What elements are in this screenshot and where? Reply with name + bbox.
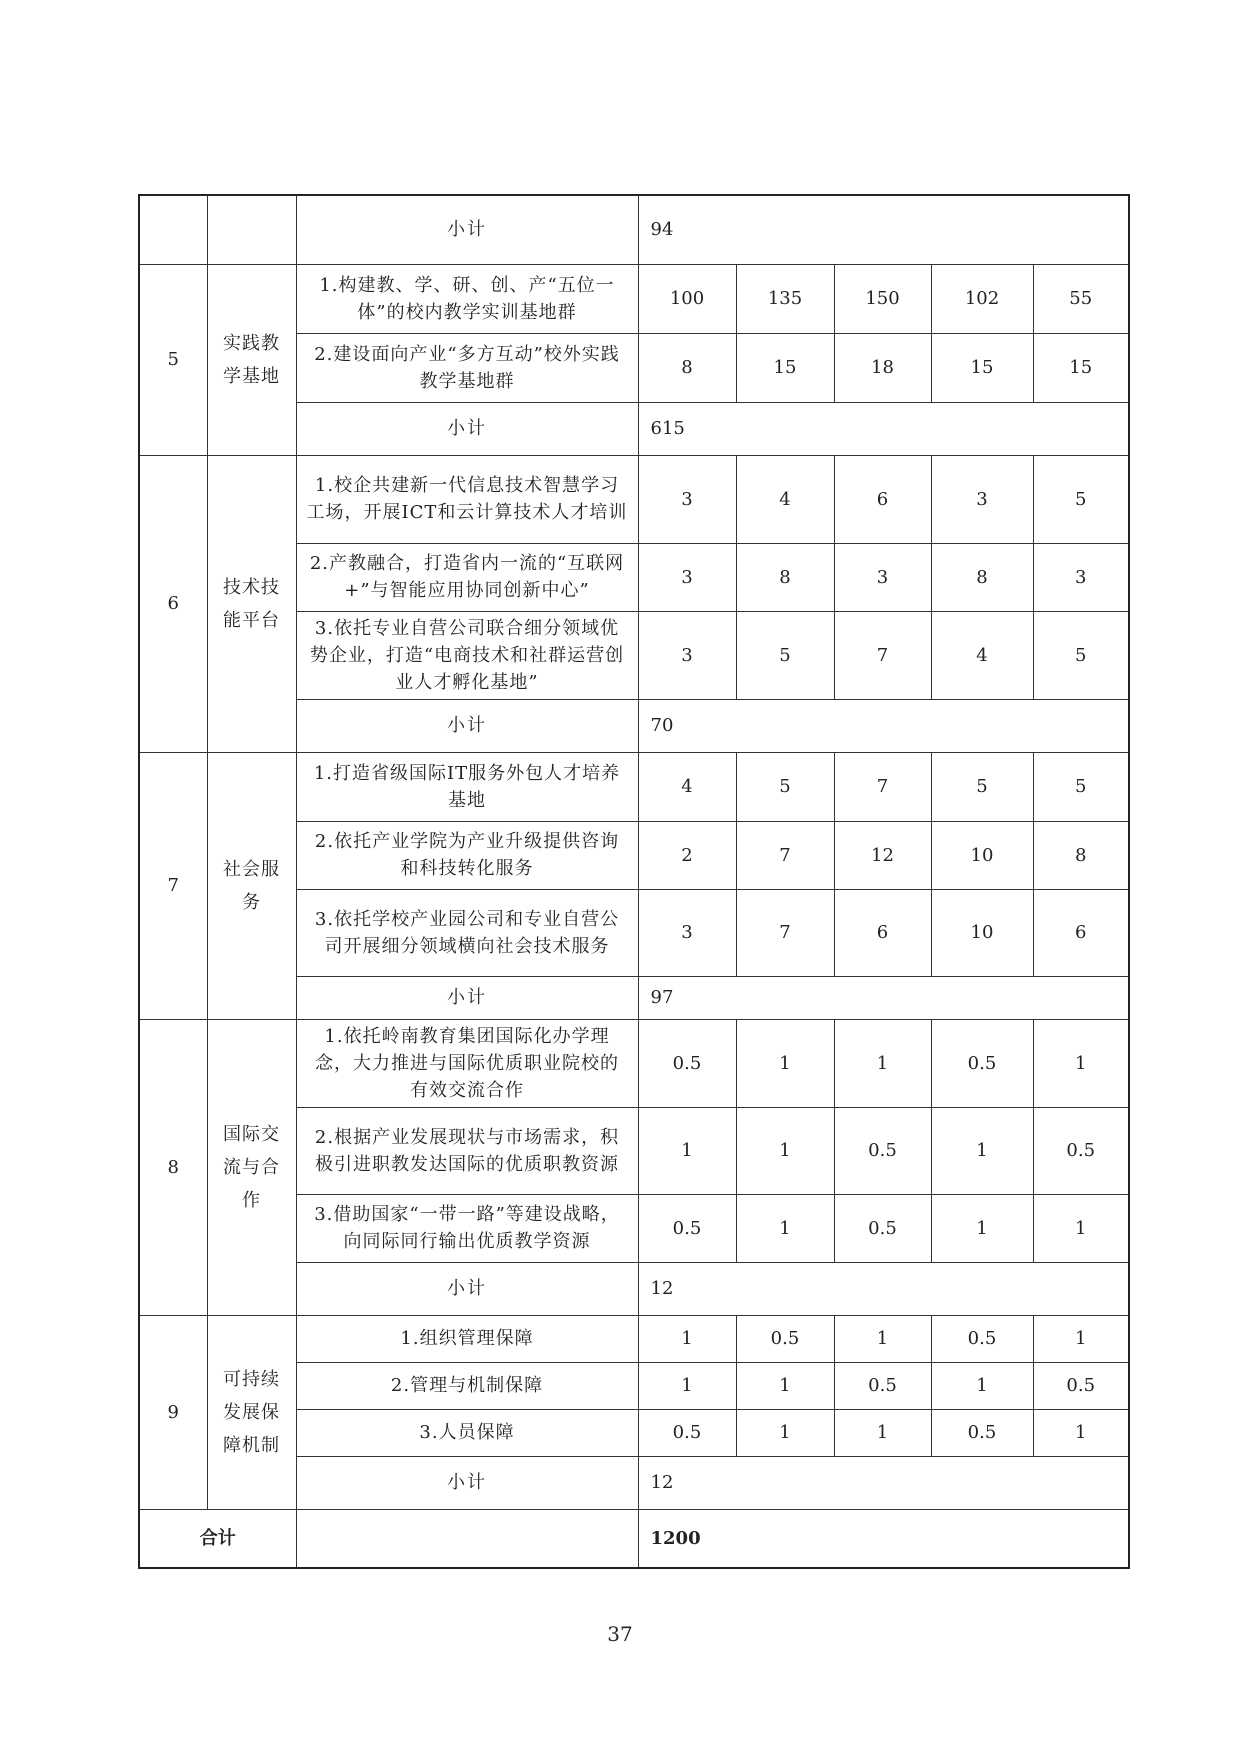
value-cell: 8 — [931, 543, 1033, 611]
value-cell: 1 — [638, 1315, 736, 1362]
value-cell: 0.5 — [736, 1315, 834, 1362]
value-cell: 0.5 — [834, 1362, 931, 1409]
empty-cell — [139, 195, 207, 264]
value-cell: 10 — [931, 889, 1033, 976]
subtotal-label: 小计 — [296, 195, 638, 264]
total-value: 1200 — [638, 1509, 1129, 1568]
item-description: 2.依托产业学院为产业升级提供咨询和科技转化服务 — [296, 821, 638, 889]
value-cell: 5 — [736, 611, 834, 699]
value-cell: 18 — [834, 333, 931, 402]
value-cell: 0.5 — [931, 1019, 1033, 1107]
value-cell: 6 — [1033, 889, 1129, 976]
value-cell: 1 — [1033, 1194, 1129, 1262]
value-cell: 5 — [736, 752, 834, 821]
value-cell: 3 — [1033, 543, 1129, 611]
item-description: 2.产教融合，打造省内一流的“互联网+”与智能应用协同创新中心” — [296, 543, 638, 611]
category-label: 国际交流与合作 — [223, 1123, 280, 1211]
category-label: 社会服务 — [223, 858, 280, 913]
item-description: 3.依托学校产业园公司和专业自营公司开展细分领域横向社会技术服务 — [296, 889, 638, 976]
subtotal-label: 小计 — [296, 699, 638, 752]
category-cell — [207, 455, 296, 752]
value-cell: 6 — [834, 889, 931, 976]
value-cell: 8 — [1033, 821, 1129, 889]
subtotal-label: 小计 — [296, 1262, 638, 1315]
value-cell: 4 — [638, 752, 736, 821]
value-cell: 1 — [736, 1409, 834, 1456]
empty-cell — [207, 195, 296, 264]
value-cell: 0.5 — [834, 1107, 931, 1194]
value-cell: 1 — [736, 1194, 834, 1262]
table-row — [139, 1019, 1129, 1107]
total-row — [139, 1509, 1129, 1568]
value-cell: 1 — [1033, 1019, 1129, 1107]
value-cell: 7 — [736, 889, 834, 976]
empty-cell — [296, 1509, 638, 1568]
value-cell: 1 — [931, 1107, 1033, 1194]
item-description: 1.组织管理保障 — [296, 1315, 638, 1362]
value-cell: 15 — [736, 333, 834, 402]
value-cell: 0.5 — [638, 1409, 736, 1456]
value-cell: 0.5 — [1033, 1362, 1129, 1409]
value-cell: 5 — [1033, 455, 1129, 543]
value-cell: 1 — [736, 1019, 834, 1107]
value-cell: 7 — [834, 611, 931, 699]
category-label: 技术技能平台 — [223, 576, 280, 631]
category-cell — [207, 752, 296, 1019]
table-row — [139, 455, 1129, 543]
subtotal-label: 小计 — [296, 402, 638, 455]
section-number: 6 — [139, 455, 207, 752]
section-number: 9 — [139, 1315, 207, 1509]
section-number: 7 — [139, 752, 207, 1019]
value-cell: 5 — [1033, 611, 1129, 699]
value-cell: 0.5 — [1033, 1107, 1129, 1194]
subtotal-value: 70 — [638, 699, 1129, 752]
value-cell: 8 — [638, 333, 736, 402]
category-cell — [207, 264, 296, 455]
value-cell: 7 — [834, 752, 931, 821]
item-description: 3.借助国家“一带一路”等建设战略，向同际同行输出优质教学资源 — [296, 1194, 638, 1262]
value-cell: 1 — [834, 1019, 931, 1107]
page-number: 37 — [607, 1622, 633, 1646]
category-cell — [207, 1315, 296, 1509]
subtotal-label: 小计 — [296, 1456, 638, 1509]
value-cell: 1 — [931, 1362, 1033, 1409]
value-cell: 1 — [638, 1362, 736, 1409]
value-cell: 1 — [1033, 1315, 1129, 1362]
value-cell: 1 — [736, 1362, 834, 1409]
value-cell: 7 — [736, 821, 834, 889]
budget-table — [138, 194, 1130, 1569]
value-cell: 1 — [1033, 1409, 1129, 1456]
value-cell: 3 — [931, 455, 1033, 543]
item-description: 1.依托岭南教育集团国际化办学理念，大力推进与国际优质职业院校的有效交流合作 — [296, 1019, 638, 1107]
subtotal-value: 12 — [638, 1456, 1129, 1509]
value-cell: 4 — [931, 611, 1033, 699]
value-cell: 135 — [736, 264, 834, 333]
value-cell: 1 — [638, 1107, 736, 1194]
value-cell: 55 — [1033, 264, 1129, 333]
item-description: 2.根据产业发展现状与市场需求，积极引进职教发达国际的优质职教资源 — [296, 1107, 638, 1194]
value-cell: 0.5 — [638, 1194, 736, 1262]
item-description: 1.打造省级国际IT服务外包人才培养基地 — [296, 752, 638, 821]
value-cell: 10 — [931, 821, 1033, 889]
value-cell: 8 — [736, 543, 834, 611]
value-cell: 1 — [931, 1194, 1033, 1262]
value-cell: 100 — [638, 264, 736, 333]
item-description: 1.构建教、学、研、创、产“五位一体”的校内教学实训基地群 — [296, 264, 638, 333]
value-cell: 3 — [638, 611, 736, 699]
value-cell: 15 — [1033, 333, 1129, 402]
value-cell: 2 — [638, 821, 736, 889]
table-row — [139, 1315, 1129, 1362]
item-description: 3.依托专业自营公司联合细分领域优势企业，打造“电商技术和社群运营创业人才孵化基地” — [296, 611, 638, 699]
value-cell: 4 — [736, 455, 834, 543]
value-cell: 5 — [931, 752, 1033, 821]
value-cell: 1 — [736, 1107, 834, 1194]
value-cell: 3 — [834, 543, 931, 611]
table-row — [139, 195, 1129, 264]
category-label: 实践教学基地 — [223, 332, 280, 387]
value-cell: 0.5 — [834, 1194, 931, 1262]
section-number: 8 — [139, 1019, 207, 1315]
value-cell: 102 — [931, 264, 1033, 333]
subtotal-value: 12 — [638, 1262, 1129, 1315]
value-cell: 3 — [638, 889, 736, 976]
section-number: 5 — [139, 264, 207, 455]
item-description: 2.建设面向产业“多方互动”校外实践教学基地群 — [296, 333, 638, 402]
subtotal-value: 97 — [638, 976, 1129, 1019]
value-cell: 15 — [931, 333, 1033, 402]
value-cell: 1 — [834, 1409, 931, 1456]
subtotal-value: 615 — [638, 402, 1129, 455]
value-cell: 6 — [834, 455, 931, 543]
value-cell: 3 — [638, 455, 736, 543]
table-row — [139, 752, 1129, 821]
total-label: 合计 — [139, 1509, 296, 1568]
value-cell: 150 — [834, 264, 931, 333]
value-cell: 3 — [638, 543, 736, 611]
value-cell: 5 — [1033, 752, 1129, 821]
category-label: 可持续发展保障机制 — [223, 1368, 280, 1456]
category-cell — [207, 1019, 296, 1315]
item-description: 1.校企共建新一代信息技术智慧学习工场，开展ICT和云计算技术人才培训 — [296, 455, 638, 543]
item-description: 2.管理与机制保障 — [296, 1362, 638, 1409]
value-cell: 0.5 — [931, 1409, 1033, 1456]
subtotal-value: 94 — [638, 195, 1129, 264]
value-cell: 1 — [834, 1315, 931, 1362]
table-row — [139, 264, 1129, 333]
value-cell: 12 — [834, 821, 931, 889]
subtotal-label: 小计 — [296, 976, 638, 1019]
value-cell: 0.5 — [638, 1019, 736, 1107]
item-description: 3.人员保障 — [296, 1409, 638, 1456]
value-cell: 0.5 — [931, 1315, 1033, 1362]
